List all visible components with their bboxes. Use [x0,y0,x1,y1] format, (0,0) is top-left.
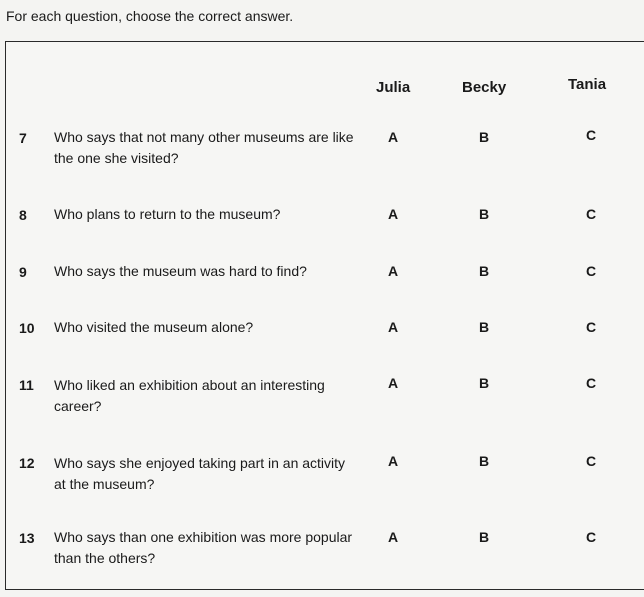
column-header-tania: Tania [568,76,607,93]
question-8-text: Who plans to return to the museum? [54,206,281,222]
question-box [5,41,644,590]
question-13-option-a[interactable]: A [387,529,399,545]
question-8-option-c[interactable]: C [585,206,597,222]
question-7-number: 7 [19,130,27,146]
question-7-text: Who says that not many other museums are like the one she visited? [54,129,354,166]
question-11-option-c[interactable]: C [585,375,597,391]
question-10-option-c[interactable]: C [585,319,597,335]
question-9-option-c[interactable]: C [585,263,597,279]
question-13-text: Who says than one exhibition was more popular than the others? [54,529,353,566]
question-10-text: Who visited the museum alone? [54,319,254,335]
question-8-option-b[interactable]: B [478,206,490,222]
question-13-option-b[interactable]: B [478,529,490,545]
question-11-option-a[interactable]: A [387,375,399,391]
question-13-option-c[interactable]: C [585,529,597,545]
question-8-option-a[interactable]: A [387,206,399,222]
question-9-option-b[interactable]: B [478,263,490,279]
question-7-option-b[interactable]: B [478,129,490,145]
question-12-text: Who says she enjoyed taking part in an activity at the museum? [54,455,346,492]
question-8-number: 8 [19,207,27,223]
question-7-option-c[interactable]: C [585,127,597,143]
question-11-number: 11 [19,377,34,393]
question-9-number: 9 [19,264,27,280]
question-12-option-b[interactable]: B [478,453,490,469]
column-header-julia: Julia [376,79,411,96]
question-11-option-b[interactable]: B [478,375,490,391]
question-11-text: Who liked an exhibition about an interesting career? [54,377,325,414]
question-7-option-a[interactable]: A [387,129,399,145]
question-13-number: 13 [19,530,35,546]
instruction-text: For each question, choose the correct answer. [6,8,294,24]
question-10-option-b[interactable]: B [478,319,490,335]
question-9-option-a[interactable]: A [387,263,399,279]
question-10-number: 10 [19,320,35,336]
question-10-option-a[interactable]: A [387,319,399,335]
question-12-option-c[interactable]: C [585,453,597,469]
column-header-becky: Becky [462,79,507,96]
question-9-text: Who says the museum was hard to find? [54,263,307,279]
question-12-number: 12 [19,455,35,471]
question-12-option-a[interactable]: A [387,453,399,469]
